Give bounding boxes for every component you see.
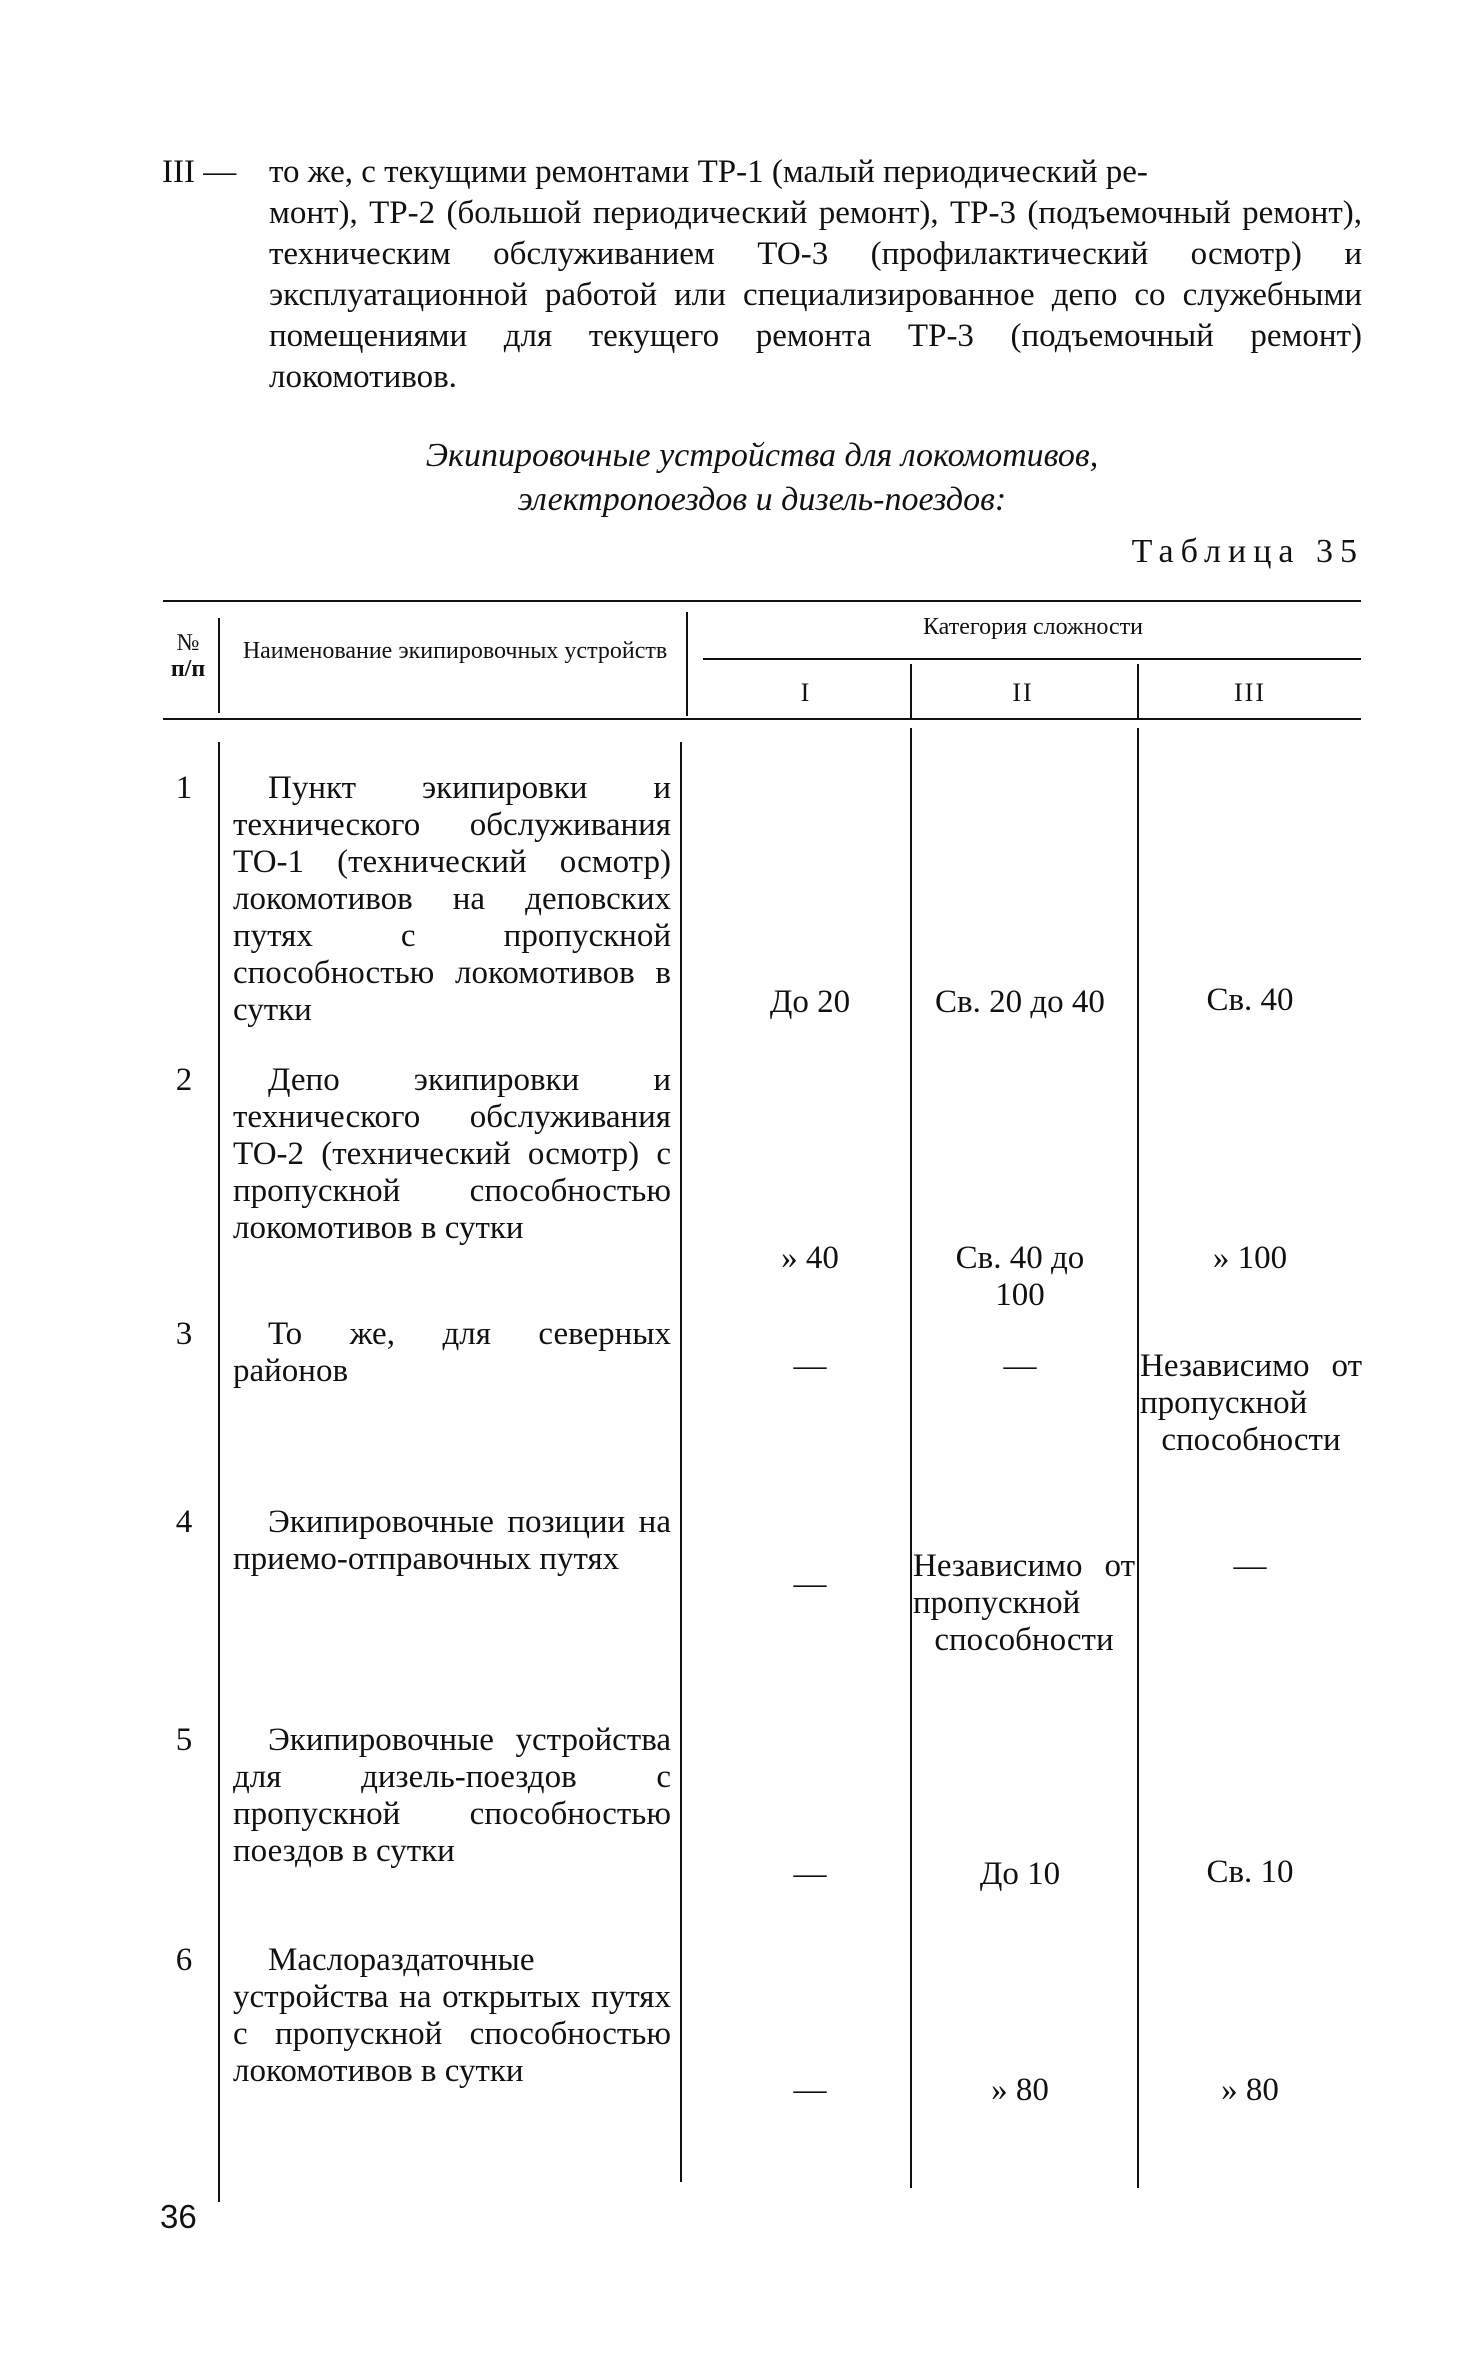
row-cat1: » 40 xyxy=(781,1240,839,1276)
header-name: Наименование экипировочных устройств xyxy=(242,638,668,664)
col-divider-num xyxy=(218,742,220,2202)
row-cat1: — xyxy=(793,1856,827,1892)
table-label: Таблица 35 xyxy=(1131,533,1364,570)
row-num: 4 xyxy=(175,1504,193,1540)
row-cat1: До 20 xyxy=(769,984,851,1020)
row-name: То же, для северных районов xyxy=(233,1316,671,1389)
header-cat1: I xyxy=(800,678,812,707)
row-cat2: Св. 20 до 40 xyxy=(935,984,1105,1020)
category-rule xyxy=(703,658,1361,660)
row-cat3: » 80 xyxy=(1221,2072,1279,2108)
row-num: 2 xyxy=(175,1062,193,1098)
row-cat2: До 10 xyxy=(979,1856,1061,1892)
row-name: Маслораздаточные устройства на открытых путях с пропускной способностью локомотивов в сутки xyxy=(233,1942,671,2089)
header-category: Категория сложности xyxy=(922,614,1144,640)
row-name: Пункт экипировки и технического обслуживания ТО-1 (технический осмотр) локомотивов на деповских путях с пропускной способностью локомотивов в сутки xyxy=(233,770,671,1028)
header-bottom-rule xyxy=(163,718,1361,720)
row-num: 3 xyxy=(175,1316,193,1352)
row-num: 5 xyxy=(175,1722,193,1758)
intro-paragraph xyxy=(162,152,1362,398)
section-title-line2: электропоездов и дизель-поездов: xyxy=(517,481,1007,518)
row-cat2: Св. 40 до 100 xyxy=(955,1240,1085,1313)
col-divider-cat1 xyxy=(910,728,912,2188)
header-cat3: III xyxy=(1234,678,1266,707)
col-divider-name-header xyxy=(686,612,688,716)
row-cat3: Св. 40 xyxy=(1206,982,1294,1018)
col-divider-cat2 xyxy=(1137,728,1139,2188)
header-num: № п/п xyxy=(170,630,206,682)
section-title-line1: Экипировочные устройства для локомотивов, xyxy=(425,437,1099,474)
row-cat2: » 80 xyxy=(991,2072,1049,2108)
row-name: Экипировочные устройства для дизель-поездов с пропускной способностью поездов в сутки xyxy=(233,1722,671,1869)
row-num: 1 xyxy=(175,770,193,806)
row-cat1: — xyxy=(793,1566,827,1602)
row-cat1: — xyxy=(793,1348,827,1384)
page-number: 36 xyxy=(160,2198,197,2235)
row-cat2: — xyxy=(1003,1348,1037,1384)
row-cat3: » 100 xyxy=(1212,1240,1288,1276)
row-cat1: — xyxy=(793,2072,827,2108)
row-num: 6 xyxy=(175,1942,193,1978)
row-name: Депо экипировки и технического обслуживания ТО-2 (технический осмотр) с пропускной способностью локомотивов в сутки xyxy=(233,1062,671,1246)
row-cat3: Св. 10 xyxy=(1206,1854,1294,1890)
intro-marker: III — xyxy=(162,154,245,190)
section-title xyxy=(162,434,1362,522)
header-cat2: II xyxy=(1012,678,1034,707)
table-top-rule xyxy=(163,600,1361,602)
row-cat2: Независимо от пропускной способности xyxy=(913,1548,1135,1658)
intro-first-line: то же, с текущими ремонтами ТР-1 (малый периодический ре- xyxy=(269,154,1148,190)
row-cat3: Независимо от пропускной способности xyxy=(1140,1348,1362,1458)
col-divider-num-header xyxy=(218,618,220,713)
row-name: Экипировочные позиции на приемо-отправочных путях xyxy=(233,1504,671,1577)
intro-rest: монт), ТР-2 (большой периодический ремонт), ТР-3 (подъемочный ремонт), техническим обслуживанием ТО-3 (профилактический осмотр) и эксплуатационной работой или специализированное депо со служебными помещениями для текущего ремонта ТР-3 (подъемочный ремонт) локомотивов. xyxy=(269,195,1362,395)
row-cat3: — xyxy=(1233,1548,1267,1584)
col-divider-name xyxy=(680,742,682,2182)
